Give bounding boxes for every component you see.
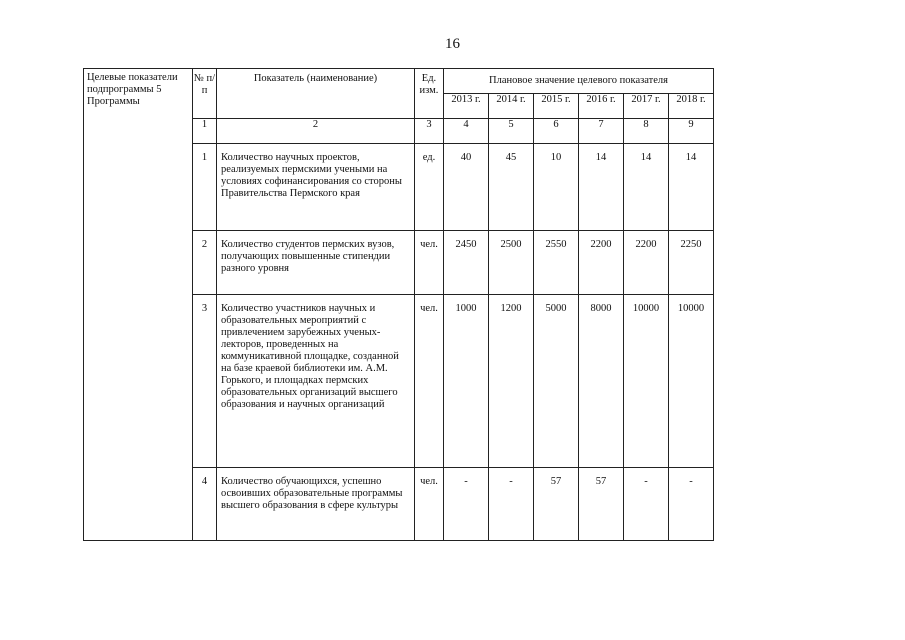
column-index: 4 <box>444 119 489 144</box>
header-year: 2016 г. <box>579 94 624 119</box>
value-cell: - <box>444 468 489 541</box>
value-cell: 10000 <box>669 295 714 468</box>
value-cell: - <box>669 468 714 541</box>
column-index: 7 <box>579 119 624 144</box>
row-number: 2 <box>193 231 217 295</box>
column-index: 3 <box>415 119 444 144</box>
indicator-name: Количество участников научных и образовательных мероприятий с привлечением зарубежных ученых-лекторов, проведенных на коммуникативной площадке, созданной на базе краевой библиотеки им. А.М. Горького, и площадках пермских образовательных организаций высшего образования и научных организаций <box>217 295 415 468</box>
unit-cell: чел. <box>415 468 444 541</box>
value-cell: - <box>624 468 669 541</box>
value-cell: 2200 <box>579 231 624 295</box>
unit-cell: ед. <box>415 144 444 231</box>
value-cell: 8000 <box>579 295 624 468</box>
unit-cell: чел. <box>415 295 444 468</box>
value-cell: - <box>489 468 534 541</box>
value-cell: 1200 <box>489 295 534 468</box>
value-cell: 45 <box>489 144 534 231</box>
value-cell: 57 <box>579 468 624 541</box>
value-cell: 14 <box>624 144 669 231</box>
value-cell: 5000 <box>534 295 579 468</box>
header-year: 2013 г. <box>444 94 489 119</box>
header-year: 2017 г. <box>624 94 669 119</box>
value-cell: 14 <box>669 144 714 231</box>
indicator-name: Количество обучающихся, успешно освоивших образовательные программы высшего образования в сфере культуры <box>217 468 415 541</box>
targets-table <box>83 68 714 541</box>
column-index: 9 <box>669 119 714 144</box>
value-cell: 2500 <box>489 231 534 295</box>
value-cell: 2200 <box>624 231 669 295</box>
column-index: 6 <box>534 119 579 144</box>
row-number: 4 <box>193 468 217 541</box>
header-year: 2018 г. <box>669 94 714 119</box>
header-unit: Ед. изм. <box>415 69 444 119</box>
value-cell: 2450 <box>444 231 489 295</box>
unit-cell: чел. <box>415 231 444 295</box>
header-year: 2014 г. <box>489 94 534 119</box>
row-number: 1 <box>193 144 217 231</box>
row-number: 3 <box>193 295 217 468</box>
indicator-name: Количество студентов пермских вузов, получающих повышенные стипендии разного уровня <box>217 231 415 295</box>
value-cell: 2250 <box>669 231 714 295</box>
value-cell: 14 <box>579 144 624 231</box>
indicator-name: Количество научных проектов, реализуемых пермскими учеными на условиях софинансирования со стороны Правительства Пермского края <box>217 144 415 231</box>
value-cell: 57 <box>534 468 579 541</box>
header-name: Показатель (наименование) <box>217 69 415 119</box>
header-plan: Плановое значение целевого показателя <box>444 69 714 94</box>
column-index: 5 <box>489 119 534 144</box>
value-cell: 40 <box>444 144 489 231</box>
target-indicators-label: Целевые показатели подпрограммы 5 Программы <box>84 69 193 541</box>
page-number: 16 <box>445 36 460 52</box>
value-cell: 10000 <box>624 295 669 468</box>
column-index: 2 <box>217 119 415 144</box>
value-cell: 1000 <box>444 295 489 468</box>
column-index: 1 <box>193 119 217 144</box>
column-index: 8 <box>624 119 669 144</box>
header-num: № п/п <box>193 69 217 119</box>
value-cell: 10 <box>534 144 579 231</box>
value-cell: 2550 <box>534 231 579 295</box>
header-year: 2015 г. <box>534 94 579 119</box>
